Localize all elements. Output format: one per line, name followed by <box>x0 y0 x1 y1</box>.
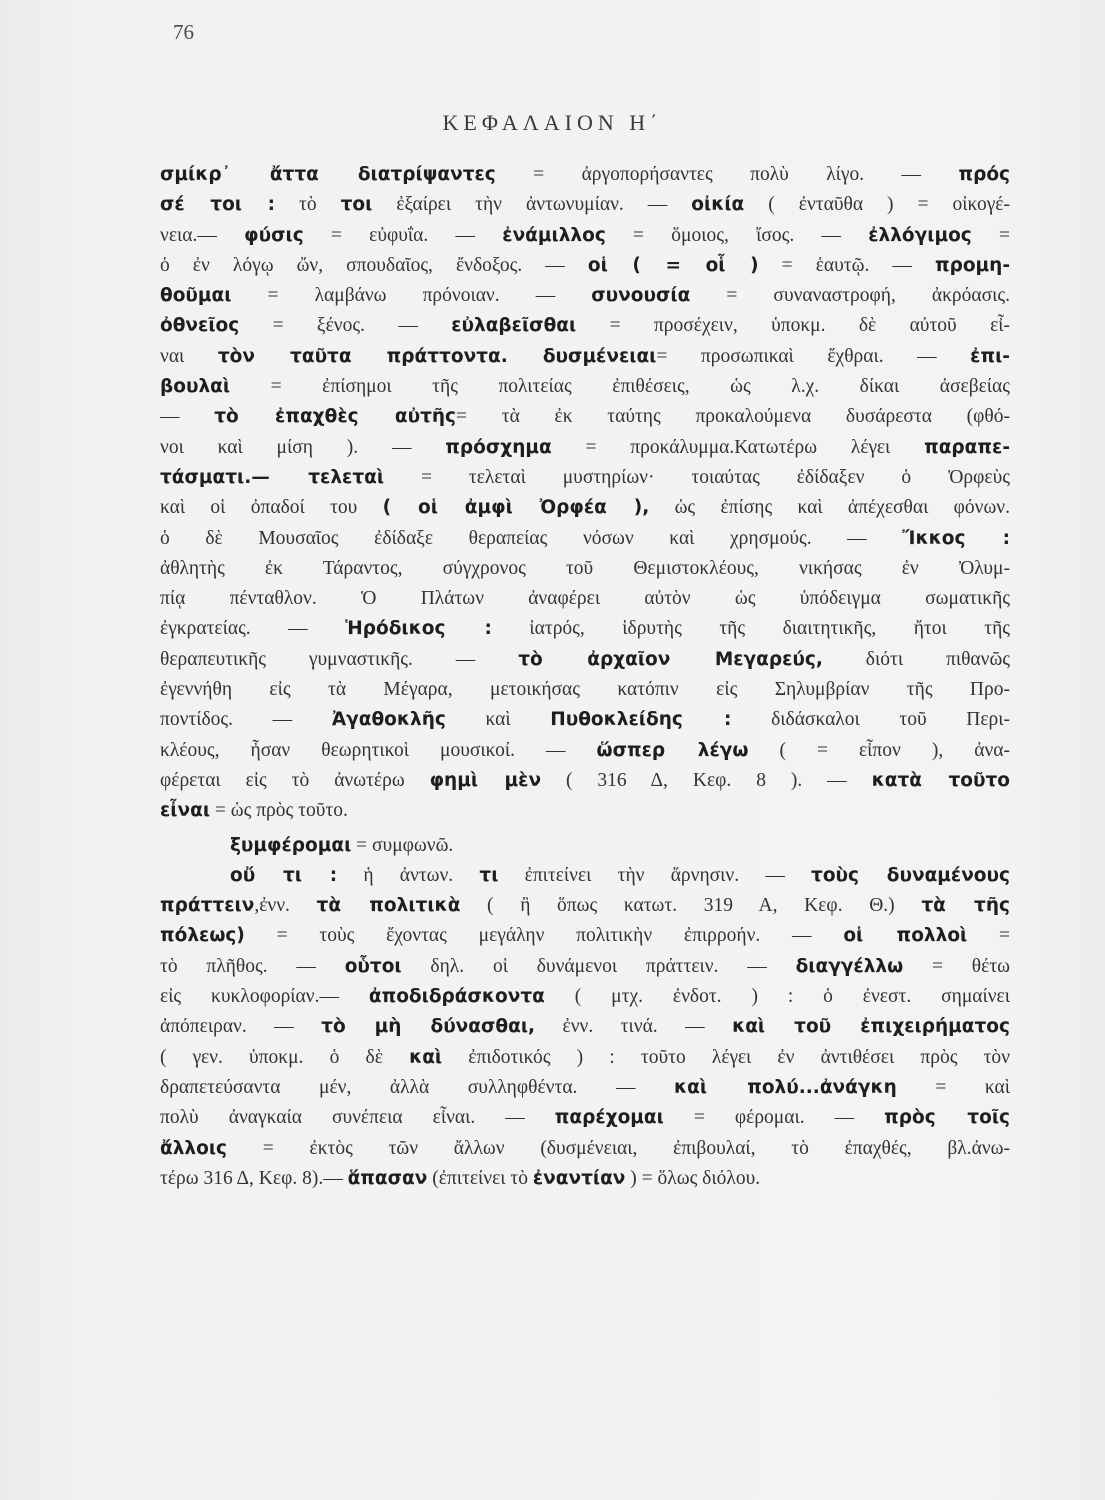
lemma: οἱ πολλοὶ <box>843 925 968 947</box>
gloss-text: ἐξαίρει τὴν ἀντωνυμίαν. — <box>372 194 692 216</box>
gloss-text: = προσωπικαὶ ἔχθραι. — <box>656 345 971 367</box>
lemma: ἐναντίαν <box>532 1167 626 1189</box>
lemma: εὐλαβεῖσθαι <box>451 315 577 337</box>
lemma: Πυθοκλείδης : <box>550 709 732 731</box>
gloss-text: φέρεται εἰς τὸ ἀνωτέρω <box>160 769 430 791</box>
gloss-text: = ἑαυτῷ. — <box>758 254 935 276</box>
gloss-text: ( = εἶπον ), ἀνα- <box>748 739 1010 761</box>
text-line <box>160 614 1010 644</box>
lemma: τὸν ταῦτα πράττοντα. δυσμένειαι <box>217 345 657 367</box>
text-line <box>160 831 1010 861</box>
text-line <box>160 584 1010 614</box>
text-line <box>160 342 1010 372</box>
lemma: σέ τοι : <box>160 194 275 216</box>
gloss-text: πολὺ ἀναγκαία συνέπεια εἶναι. — <box>160 1107 555 1129</box>
gloss-text: καὶ οἱ ὀπαδοί του <box>160 497 383 519</box>
gloss-text: ἰατρός, ἱδρυτὴς τῆς διαιτητικῆς, ἤτοι τῆς <box>491 618 1010 640</box>
lemma: ἀποδιδράσκοντα <box>368 986 545 1008</box>
lemma: πόλεως) <box>160 925 245 947</box>
lemma: οἰκία <box>691 194 745 216</box>
lemma: ἐπι- <box>970 345 1010 367</box>
text-line <box>160 281 1010 311</box>
text-line <box>160 463 1010 493</box>
gloss-text: = προκάλυμμα.Κατωτέρω λέγει <box>551 436 925 458</box>
gloss-text: ( ἢ ὅπως κατωτ. 319 Α, Κεφ. Θ.) <box>460 895 922 917</box>
lemma: καὶ <box>409 1046 443 1068</box>
lemma: καὶ τοῦ ἐπιχειρήματος <box>732 1016 1010 1038</box>
lemma: ὥσπερ λέγω <box>596 739 749 761</box>
gloss-text: = ἐπίσημοι τῆς πολιτείας ἐπιθέσεις, ὡς λ.χ. δίκαι ἀσεβείας <box>230 376 1010 398</box>
text-line <box>160 160 1010 190</box>
text-line <box>160 1012 1010 1042</box>
gloss-text: ἐπιδοτικός ) : τοῦτο λέγει ἐν ἀντιθέσει πρὸς τὸν <box>442 1046 1010 1068</box>
gloss-text: = τὰ ἐκ ταύτης προκαλούμενα δυσάρεστα (φθό- <box>456 406 1011 428</box>
gloss-text: (ἐπιτείνει τὸ <box>427 1167 533 1189</box>
lemma: καὶ πολύ...ἀνάγκη <box>674 1076 897 1098</box>
gloss-text: = φέρομαι. — <box>663 1107 885 1129</box>
gloss-text: = προσέχειν, ὑποκμ. δὲ αὐτοῦ εἶ- <box>576 315 1010 337</box>
text-line <box>160 645 1010 675</box>
lemma: πρόσχημα <box>445 436 552 458</box>
lemma: τάσματι.— τελεταὶ <box>160 466 385 488</box>
text-line <box>160 1134 1010 1164</box>
text-line <box>160 372 1010 402</box>
text-line <box>160 190 1010 220</box>
gloss-text: = ὅμοιος, ἴσος. — <box>605 224 869 246</box>
lemma: θοῦμαι <box>160 285 232 307</box>
gloss-text: πίᾳ πένταθλον. Ὁ Πλάτων ἀναφέρει αὐτὸν ὡς ὑπόδειγμα σωματικῆς <box>160 588 1010 610</box>
gloss-text: = ἀργοπορήσαντες πολὺ λίγο. — <box>495 164 959 185</box>
gloss-text: ( ἐνταῦθα ) = οἰκογέ- <box>744 194 1010 216</box>
lemma: ( οἱ ἀμφὶ Ὀρφέα ), <box>382 497 650 519</box>
gloss-text: ὁ δὲ Μουσαῖος ἐδίδαξε θεραπείας νόσων καὶ χρησμούς. — <box>160 527 903 549</box>
gloss-text: δραπετεύσαντα μέν, ἀλλὰ συλληφθέντα. — <box>160 1076 675 1098</box>
page-number: 76 <box>173 20 194 44</box>
gloss-text: τὸ <box>274 194 341 216</box>
lemma: οὗτοι <box>344 955 402 977</box>
lemma: οὔ τι : <box>230 864 338 886</box>
text-line <box>160 891 1010 921</box>
lemma: τὸ ἀρχαῖον Μεγαρεύς, <box>518 648 823 670</box>
lemma: ἐνάμιλλος <box>502 224 606 246</box>
text-line <box>160 311 1010 341</box>
gloss-text: = συμφωνῶ. <box>351 834 454 856</box>
lemma: πράττειν <box>160 895 255 917</box>
lemma: Ἀγαθοκλῆς <box>331 709 446 731</box>
gloss-text: διδάσκαλοι τοῦ Περι- <box>731 709 1011 731</box>
lemma: φημὶ μὲν <box>429 769 542 791</box>
lemma: τὰ τῆς <box>921 895 1010 917</box>
lemma: κατὰ τοῦτο <box>871 769 1010 791</box>
gloss-text: ὡς ἐπίσης καὶ ἀπέχεσθαι φόνων. <box>649 497 1011 519</box>
text-line <box>160 705 1010 735</box>
gloss-text: ἀθλητὴς ἐκ Τάραντος, σύγχρονος τοῦ Θεμιστοκλέους, νικήσας ἐν Ὀλυμ- <box>160 557 1010 579</box>
lemma: τὸ ἐπαχθὲς αὐτῆς <box>214 406 457 428</box>
lemma: παρέχομαι <box>554 1107 664 1129</box>
lemma: συνουσία <box>591 285 691 307</box>
lemma: ἐλλόγιμος <box>868 224 972 246</box>
text-line <box>160 402 1010 432</box>
gloss-text: ) = ὅλως διόλου. <box>625 1167 761 1189</box>
gloss-text: ἐπιτείνει τὴν ἄρνησιν. — <box>498 864 812 886</box>
lemma: παραπε- <box>924 436 1010 458</box>
text-line <box>160 251 1010 281</box>
text-line <box>160 221 1010 251</box>
gloss-text: ἐνν. τινά. — <box>535 1016 733 1038</box>
gloss-text: ποντίδος. — <box>160 709 332 731</box>
text-line <box>160 675 1010 705</box>
gloss-text: τὸ πλῆθος. — <box>160 955 345 977</box>
text-line <box>160 493 1010 523</box>
gloss-text: κλέους, ἦσαν θεωρητικοὶ μουσικοί. — <box>160 739 597 761</box>
gloss-text: — <box>160 406 215 428</box>
gloss-text: ( 316 Δ, Κεφ. 8 ). — <box>541 769 872 791</box>
lemma: εἶναι <box>160 800 211 822</box>
gloss-text: εἰς κυκλοφορίαν.— <box>160 986 369 1008</box>
gloss-text: τέρω 316 Δ, Κεφ. 8).— <box>160 1167 348 1189</box>
gloss-text: νεια.— <box>160 224 245 246</box>
lemma: ὀθνεῖος <box>160 315 240 337</box>
text-line <box>160 1164 1010 1194</box>
lemma: τὸ μὴ δύνασθαι, <box>321 1016 536 1038</box>
gloss-text: ( μτχ. ἐνδοτ. ) : ὁ ἐνεστ. σημαίνει <box>544 986 1010 1008</box>
lemma: ἄλλοις <box>160 1137 228 1159</box>
lemma: σμίκρ᾽ ἄττα διατρίψαντες <box>160 164 496 185</box>
commentary-text <box>160 160 1010 1194</box>
lemma: πρός <box>958 164 1010 185</box>
gloss-text: ἀπόπειραν. — <box>160 1016 322 1038</box>
gloss-text: = καὶ <box>896 1076 1010 1098</box>
gloss-text: = ξένος. — <box>239 315 452 337</box>
lemma: τὰ πολιτικὰ <box>316 895 461 917</box>
text-line <box>160 554 1010 584</box>
gloss-text: νοι καὶ μίση ). — <box>160 436 446 458</box>
text-line <box>160 736 1010 766</box>
gloss-text: = λαμβάνω πρόνοιαν. — <box>231 285 592 307</box>
text-line <box>160 1043 1010 1073</box>
lemma: πρὸς τοῖς <box>884 1107 1010 1129</box>
gloss-text: ἐγεννήθη εἰς τὰ Μέγαρα, μετοικήσας κατόπιν εἰς Σηλυμβρίαν τῆς Προ- <box>160 679 1010 701</box>
gloss-text: δηλ. οἱ δυνάμενοι πράττειν. — <box>401 955 796 977</box>
lemma: διαγγέλλω <box>795 955 904 977</box>
lemma: φύσις <box>244 224 304 246</box>
text-line <box>160 982 1010 1012</box>
lemma: προμη- <box>934 254 1011 276</box>
text-line <box>160 796 1010 826</box>
text-line <box>160 1103 1010 1133</box>
gloss-text: = τοὺς ἔχοντας μεγάλην πολιτικὴν ἐπιρροήν. — <box>244 925 844 947</box>
lemma: ξυμφέρομαι <box>230 834 352 856</box>
text-line <box>160 1073 1010 1103</box>
gloss-text: διότι πιθανῶς <box>822 648 1011 670</box>
lemma: Ἡρόδικος : <box>345 618 492 640</box>
gloss-text: ἐγκρατείας. — <box>160 618 346 640</box>
text-line <box>160 766 1010 796</box>
lemma: βουλαὶ <box>160 376 231 398</box>
gloss-text: = ἐκτὸς τῶν ἄλλων (δυσμένειαι, ἐπιβουλαί, τὸ ἐπαχθές, βλ.ἀνω- <box>227 1137 1010 1159</box>
gloss-text: ,ἐνν. <box>254 895 317 917</box>
lemma: Ἴκκος : <box>902 527 1010 549</box>
lemma: ἅπασαν <box>347 1167 428 1189</box>
gloss-text: θεραπευτικῆς γυμναστικῆς. — <box>160 648 519 670</box>
gloss-text: καὶ <box>445 709 551 731</box>
gloss-text: = θέτω <box>903 955 1011 977</box>
gloss-text: = εὐφυΐα. — <box>303 224 503 246</box>
text-line <box>160 433 1010 463</box>
text-line <box>160 861 1010 891</box>
lemma: τοι <box>340 194 373 216</box>
gloss-text: = <box>971 224 1011 246</box>
lemma: τοὺς δυναμένους <box>811 864 1010 886</box>
gloss-text: ἡ ἀντων. <box>337 864 480 886</box>
gloss-text: ( γεν. ὑποκμ. ὁ δὲ <box>160 1046 410 1068</box>
gloss-text: = συναναστροφή, ἀκρόασις. <box>690 285 1010 307</box>
gloss-text: ὁ ἐν λόγῳ ὤν, σπουδαῖος, ἔνδοξος. — <box>160 254 588 276</box>
lemma: τι <box>479 864 499 886</box>
text-line <box>160 524 1010 554</box>
gloss-text: = ὡς πρὸς τοῦτο. <box>210 800 348 822</box>
text-line <box>160 921 1010 951</box>
chapter-heading: ΚΕΦΑΛΑΙΟΝ Η΄ <box>442 110 663 135</box>
text-line <box>160 952 1010 982</box>
gloss-text: ναι <box>160 345 218 367</box>
gloss-text: = τελεταὶ μυστηρίων· τοιαύτας ἐδίδαξεν ὁ Ὀρφεὺς <box>384 466 1010 488</box>
lemma: οἱ ( = οἷ ) <box>587 254 759 276</box>
gloss-text: = <box>967 925 1010 947</box>
